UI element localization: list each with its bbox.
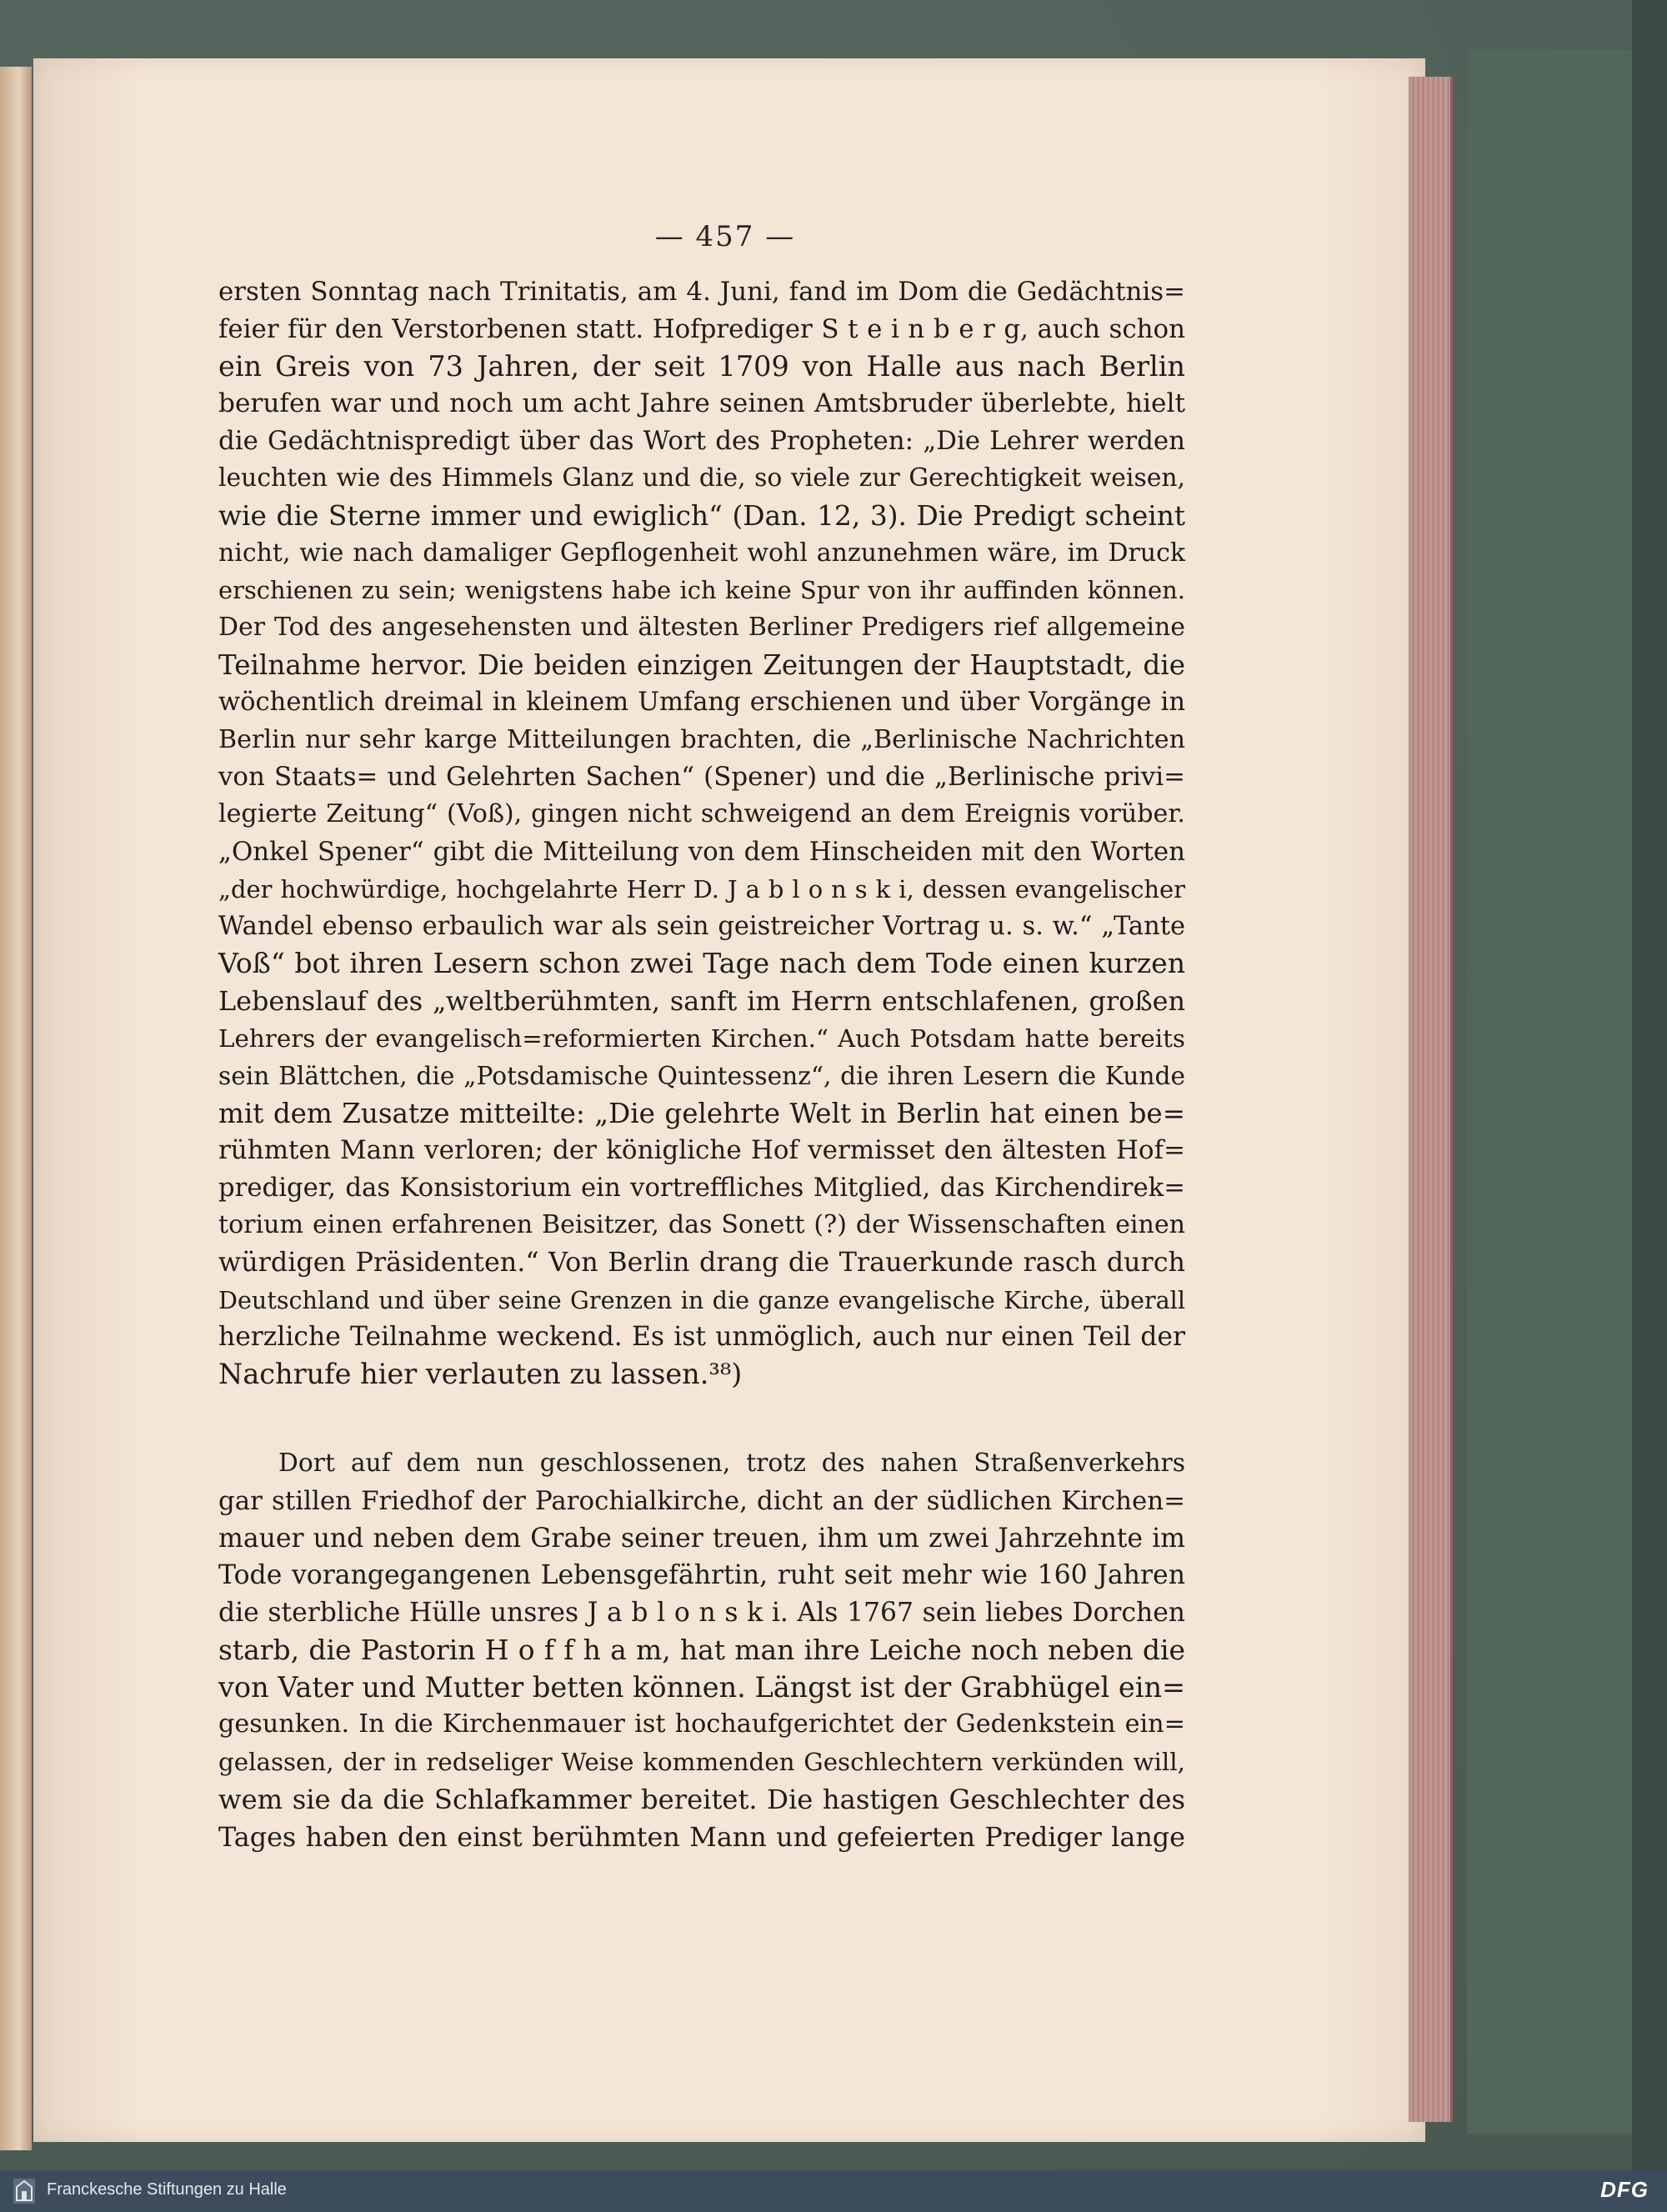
book-page <box>33 58 1425 2142</box>
text-line: Lebenslauf des „weltberühmten, sanft im Herrn entschlafenen, großen <box>218 985 1185 1018</box>
paragraph-1 <box>218 273 1185 1394</box>
text-line: die sterbliche Hülle unsres J a b l o n s k i. Als 1767 sein liebes Dorchen <box>218 1598 1185 1629</box>
text-line: ein Greis von 73 Jahren, der seit 1709 von Halle aus nach Berlin <box>218 349 1185 383</box>
text-line: mit dem Zusatze mitteilte: „Die gelehrte Welt in Berlin hat einen be= <box>218 1097 1185 1129</box>
text-line: Voß“ bot ihren Lesern schon zwei Tage nach dem Tode einen kurzen <box>218 947 1185 980</box>
dfg-logo: DFG <box>1600 2177 1649 2202</box>
text-line: torium einen erfahrenen Beisitzer, das Sonett (?) der Wissenschaften einen <box>218 1209 1185 1239</box>
book-cover-edge <box>1467 50 1632 2134</box>
text-line: prediger, das Konsistorium ein vortreffliches Mitglied, das Kirchendirek= <box>218 1173 1185 1204</box>
paragraph-gap <box>218 1394 1185 1445</box>
text-line: feier für den Verstorbenen statt. Hofprediger S t e i n b e r g, auch schon <box>218 313 1185 344</box>
text-line: Tages haben den einst berühmten Mann und gefeierten Prediger lange <box>218 1820 1185 1853</box>
text-line: gar stillen Friedhof der Parochialkirche, dicht an der südlichen Kirchen= <box>218 1485 1185 1516</box>
text-line: rühmten Mann verloren; der königliche Hof vermisset den ältesten Hof= <box>218 1135 1185 1166</box>
text-line: Nachrufe hier verlauten zu lassen.³⁸) <box>218 1358 743 1391</box>
text-line: starb, die Pastorin H o f f h a m, hat man ihre Leiche noch neben die <box>218 1633 1185 1666</box>
text-line: Tode vorangegangenen Lebensgefährtin, ruht seit mehr wie 160 Jahren <box>218 1560 1185 1591</box>
text-line: gelassen, der in redseliger Weise kommenden Geschlechtern verkünden will, <box>218 1748 1185 1777</box>
text-line: von Staats= und Gelehrten Sachen“ (Spener) und die „Berlinische privi= <box>218 762 1185 793</box>
text-line: die Gedächtnispredigt über das Wort des Propheten: „Die Lehrer werden <box>218 426 1185 457</box>
text-line: nicht, wie nach damaliger Gepflogenheit wohl anzunehmen wäre, im Druck <box>218 538 1185 568</box>
text-line: Der Tod des angesehensten und ältesten Berliner Predigers rief allgemeine <box>218 613 1185 643</box>
text-line: legierte Zeitung“ (Voß), gingen nicht schweigend an dem Ereignis vorüber. <box>218 799 1185 829</box>
text-line: mauer und neben dem Grabe seiner treuen, ihm um zwei Jahrzehnte im <box>218 1523 1185 1554</box>
text-line: berufen war und noch um acht Jahre seinen Amtsbruder überlebte, hielt <box>218 388 1185 419</box>
text-line: herzliche Teilnahme weckend. Es ist unmöglich, auch nur einen Teil der <box>218 1322 1185 1353</box>
page-number: — 457 — <box>654 220 796 253</box>
text-line: erschienen zu sein; wenigstens habe ich keine Spur von ihr auffinden können. <box>218 576 1185 605</box>
facing-page-edge <box>0 67 32 2150</box>
text-line: wie die Sterne immer und ewiglich“ (Dan. 12, 3). Die Predigt scheint <box>218 499 1185 532</box>
text-line: würdigen Präsidenten.“ Von Berlin drang die Trauerkunde rasch durch <box>218 1246 1185 1278</box>
text-line: Teilnahme hervor. Die beiden einzigen Zeitungen der Hauptstadt, die <box>218 648 1185 681</box>
text-line: Wandel ebenso erbaulich war als sein geistreicher Vortrag u. s. w.“ „Tante <box>218 911 1185 941</box>
text-line: Deutschland und über seine Grenzen in die ganze evangelische Kirche, überall <box>218 1285 1185 1314</box>
text-line: Dort auf dem nun geschlossenen, trotz des nahen Straßenverkehrs <box>278 1448 1185 1478</box>
text-line: ersten Sonntag nach Trinitatis, am 4. Juni, fand im Dom die Gedächtnis= <box>218 277 1185 307</box>
text-line: sein Blättchen, die „Potsdamische Quintessenz“, die ihren Lesern die Kunde <box>218 1060 1185 1090</box>
text-line: „der hochwürdige, hochgelahrte Herr D. J a b l o n s k i, dessen evangelischer <box>218 874 1185 903</box>
paragraph-2 <box>218 1445 1185 1856</box>
text-line: leuchten wie des Himmels Glanz und die, so viele zur Gerechtigkeit weisen, <box>218 463 1185 493</box>
footer-institution-text: Franckesche Stiftungen zu Halle <box>47 2180 287 2199</box>
footer-bar <box>0 2170 1667 2212</box>
text-line: wem sie da die Schlafkammer bereitet. Die hastigen Geschlechter des <box>218 1784 1185 1816</box>
text-line: gesunken. In die Kirchenmauer ist hochaufgerichtet der Gedenkstein ein= <box>218 1709 1185 1739</box>
institution-logo-icon <box>12 2177 37 2205</box>
text-line: „Onkel Spener“ gibt die Mitteilung von dem Hinscheiden mit den Worten <box>218 836 1185 867</box>
text-line: wöchentlich dreimal in kleinem Umfang erschienen und über Vorgänge in <box>218 687 1185 717</box>
page-block-edges <box>1409 77 1453 2122</box>
text-line: von Vater und Mutter betten können. Längst ist der Grabhügel ein= <box>218 1670 1186 1704</box>
text-line: Lehrers der evangelisch=reformierten Kirchen.“ Auch Potsdam hatte bereits <box>218 1023 1185 1053</box>
text-line: Berlin nur sehr karge Mitteilungen brachten, die „Berlinische Nachrichten <box>218 724 1185 754</box>
page-body <box>218 273 1185 1856</box>
